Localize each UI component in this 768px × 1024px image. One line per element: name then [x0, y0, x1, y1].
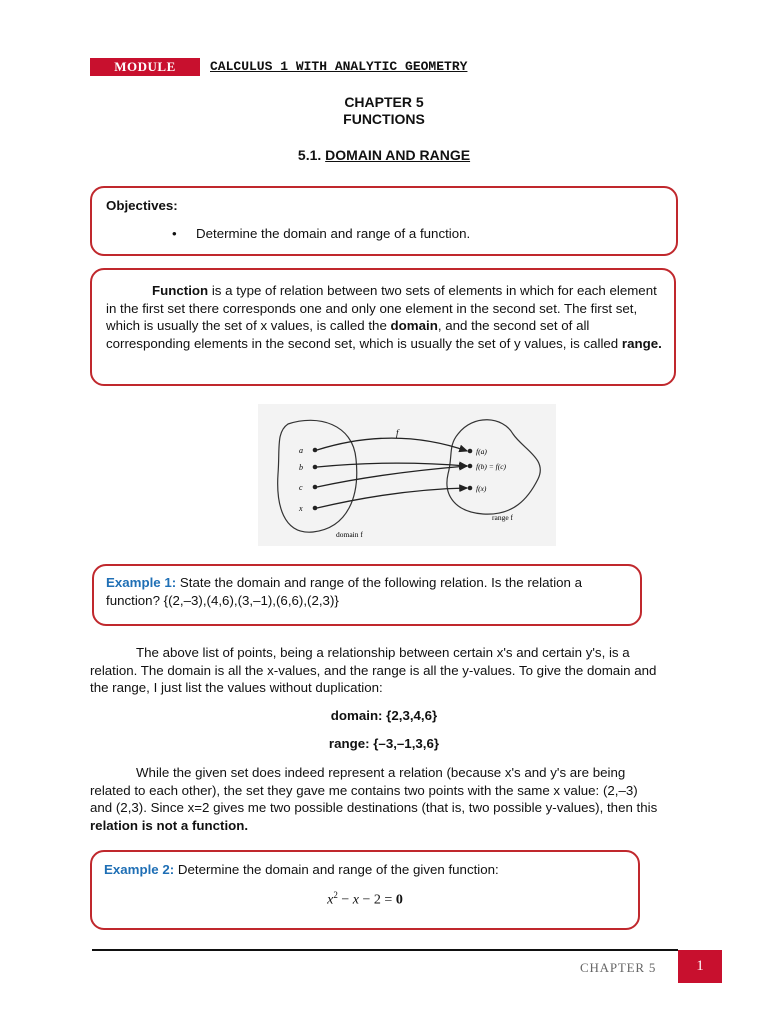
example-1-content	[106, 574, 632, 609]
eq-minus: −	[337, 892, 353, 908]
arrow-x	[317, 488, 467, 508]
eq-var-x2: x	[352, 892, 360, 908]
footer-rule	[92, 949, 678, 951]
example-2-box	[90, 850, 640, 930]
definition-text-2: , and the second set of all corresponding elements in the second set, which is usually the set of y values, is called	[106, 318, 622, 351]
definition-paragraph	[106, 282, 662, 352]
mapping-diagram	[258, 404, 556, 546]
range-word: range.	[621, 335, 662, 351]
chapter-title: FUNCTIONS	[343, 111, 425, 127]
footer-chapter: CHAPTER 5	[580, 960, 657, 975]
arrow-b	[317, 463, 467, 467]
eq-rest: − 2 =	[359, 892, 396, 908]
point-x-label: x	[299, 504, 303, 513]
example-1-text: State the domain and range of the following relation. Is the relation a function? {(2,–3),(4,6),(3,–1),(6,6),(2,3)}	[106, 575, 583, 608]
fa-label: f(a)	[476, 447, 487, 456]
example-2-content	[104, 861, 630, 879]
explanation-2-bold: relation is not a function.	[90, 817, 249, 833]
objectives-box	[90, 186, 678, 256]
objective-item: Determine the domain and range of a function.	[196, 226, 471, 241]
objectives-heading: Objectives:	[106, 198, 178, 213]
function-mapping-figure	[258, 404, 556, 546]
point-a-label: a	[299, 446, 303, 455]
eq-zero: 0	[395, 892, 403, 908]
point-c-label: c	[299, 483, 303, 492]
range-f-label: range f	[492, 513, 514, 522]
example-2-text: Determine the domain and range of the given function:	[174, 862, 499, 877]
f-label: f	[396, 428, 399, 438]
domain-f-label: domain f	[336, 530, 363, 539]
arrow-a	[317, 438, 467, 451]
fx-label: f(x)	[476, 484, 487, 493]
definition-text-1: is a type of relation between two sets of elements in which for each element in the first set there corresponds one and only one element in the second set. The first set, which is usually the set of x values, is called the	[106, 283, 657, 333]
section-title: DOMAIN AND RANGE	[325, 147, 471, 163]
eq-var-x: x	[327, 892, 334, 908]
arrow-c	[317, 466, 467, 487]
chapter-label: CHAPTER 5	[344, 94, 424, 110]
example-1-label: Example 1:	[106, 575, 177, 590]
fb-fc-label: f(b) = f(c)	[476, 462, 507, 471]
range-answer: range: {–3,–1,3,6}	[328, 736, 440, 751]
course-title: CALCULUS 1 WITH ANALYTIC GEOMETRY	[210, 59, 468, 74]
example-2-label: Example 2:	[104, 862, 175, 877]
domain-answer: domain: {2,3,4,6}	[330, 708, 438, 723]
domain-set-shape	[278, 420, 357, 532]
explanation-2	[90, 764, 662, 834]
definition-box	[90, 268, 676, 386]
section-heading	[0, 147, 768, 163]
example-2-equation	[92, 890, 638, 909]
eq-exponent: 2	[333, 890, 338, 900]
point-b-label: b	[299, 463, 303, 472]
domain-word: domain	[390, 318, 438, 333]
objective-bullet: •	[172, 226, 177, 241]
definition-term: Function	[152, 283, 209, 298]
explanation-1: The above list of points, being a relationship between certain x's and certain y's, is a relation. The domain is all the x-values, and the range is all the y-values. To give the domain and the range, I just list the values without duplication:	[90, 645, 657, 695]
section-number: 5.1.	[297, 147, 322, 163]
example-1-box	[92, 564, 642, 626]
explanation-2-text: While the given set does indeed represent a relation (because x's and y's are being related to each other), the set they gave me contains two points with the same x value: (2,–3) and (2,3). Since x=2 gives me two possible destinations (that is, two possible y-values), then this	[90, 765, 658, 815]
page-number: 1	[678, 950, 722, 983]
module-badge: MODULE	[90, 58, 200, 76]
